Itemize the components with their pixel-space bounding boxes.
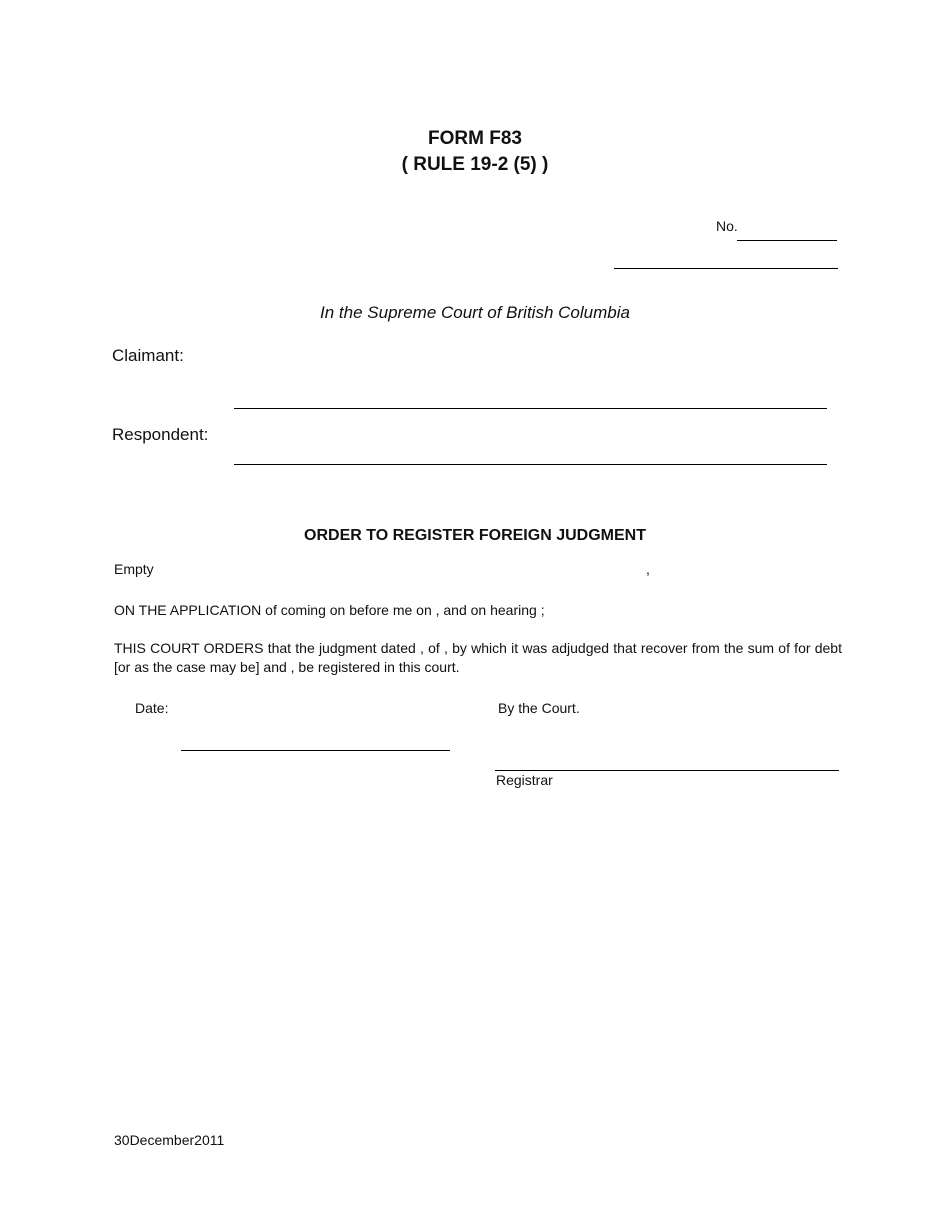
respondent-field[interactable] — [234, 464, 827, 465]
revision-date: 30December2011 — [114, 1132, 225, 1148]
registrar-signature-field[interactable] — [495, 770, 839, 771]
date-field[interactable] — [181, 750, 450, 751]
registrar-label: Registrar — [496, 772, 553, 788]
form-title: FORM F83 — [428, 128, 522, 149]
file-number-field[interactable] — [737, 240, 837, 241]
date-label: Date: — [135, 700, 169, 716]
judge-line: Empty — [114, 561, 154, 577]
application-paragraph: ON THE APPLICATION of coming on before me on , and on hearing ; — [114, 602, 545, 618]
by-the-court-label: By the Court. — [498, 700, 580, 716]
registry-field[interactable] — [614, 268, 838, 269]
form-rule: ( RULE 19-2 (5) ) — [401, 154, 549, 175]
court-name: In the Supreme Court of British Columbia — [320, 303, 630, 322]
claimant-field[interactable] — [234, 408, 827, 409]
order-heading: ORDER TO REGISTER FOREIGN JUDGMENT — [304, 527, 646, 544]
claimant-label: Claimant: — [112, 346, 184, 365]
respondent-label: Respondent: — [112, 425, 209, 444]
file-number-label: No. — [716, 218, 738, 234]
judge-line-comma: , — [646, 561, 650, 577]
orders-paragraph: THIS COURT ORDERS that the judgment dated , of , by which it was adjudged that recover from the sum of for debt [or as the case may be] and , be registered in this court. — [114, 640, 842, 675]
